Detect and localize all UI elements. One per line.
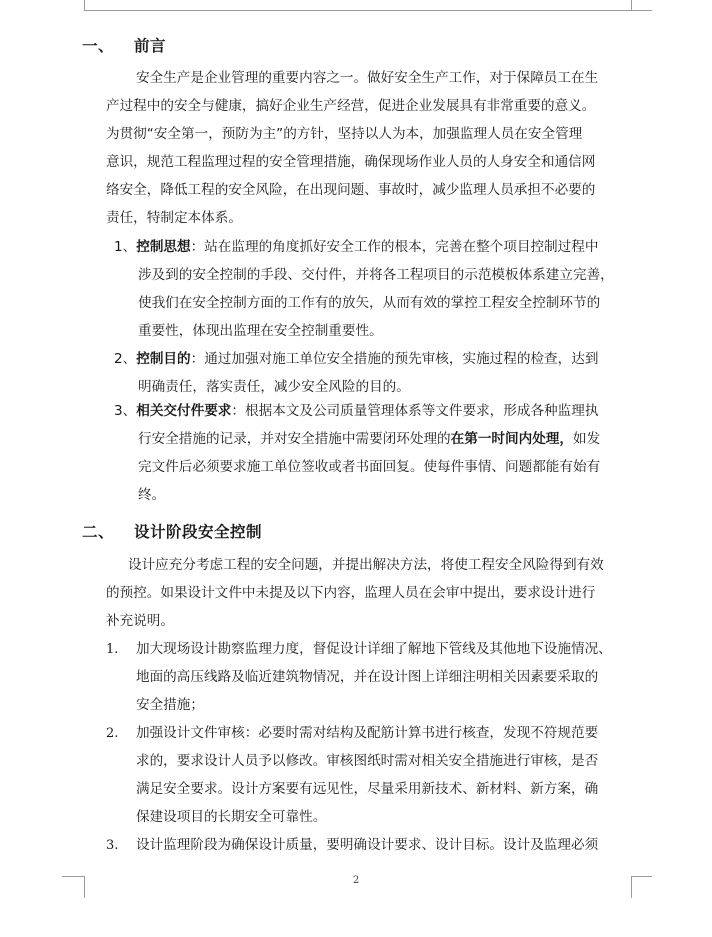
section-1-title: 前言 xyxy=(134,37,167,55)
corner-mark-top-left xyxy=(84,0,85,10)
list-item-line xyxy=(114,397,634,425)
numbered-item-line: 保建设项目的长期安全可靠性。 xyxy=(136,809,327,825)
section-2-title: 设计阶段安全控制 xyxy=(134,523,263,541)
numbered-item-line xyxy=(106,719,634,747)
numbered-item-1 xyxy=(106,635,634,719)
list-item-line: 明确责任，落实责任，减少安全风险的目的。 xyxy=(138,379,410,395)
list-item-text: 如发 xyxy=(573,431,601,447)
numbered-item-3 xyxy=(106,831,634,859)
numbered-item-line: 安全措施； xyxy=(136,697,204,713)
section-1-heading xyxy=(82,34,166,56)
list-item-number: 2、 xyxy=(114,351,137,367)
list-item-control-purpose xyxy=(114,345,634,401)
list-item-number: 3、 xyxy=(114,403,137,419)
list-item-label: 相关交付件要求 xyxy=(136,403,232,419)
numbered-item-text: 加大现场设计勘察监理力度，督促设计详细了解地下管线及其他地下设施情况、 xyxy=(136,641,612,657)
paragraph-line: 设计应充分考虑工程的安全问题，并提出解决方法，将使工程安全风险得到有效 xyxy=(128,557,604,573)
section-2-paragraph xyxy=(106,551,631,635)
numbered-item-number: 3. xyxy=(106,838,119,853)
list-item-line: 完文件后必须要求施工单位签收或者书面回复。使每件事情、问题都能有始有 xyxy=(138,459,601,475)
section-2-heading xyxy=(82,520,262,542)
list-item-line: 使我们在安全控制方面的工作有的放矢，从而有效的掌控工程安全控制环节的 xyxy=(138,295,601,311)
list-item-text: ：通过加强对施工单位安全措施的预先审核，实施过程的检查，达到 xyxy=(190,351,599,367)
paragraph-line: 责任，特制定本体系。 xyxy=(106,210,242,226)
numbered-item-line: 满足安全要求。设计方案要有远见性，尽量采用新技术、新材料、新方案，确 xyxy=(136,781,599,797)
list-item-line: 终。 xyxy=(138,487,166,503)
list-item-line xyxy=(114,233,634,261)
paragraph-line: 为贯彻“安全第一，预防为主”的方针，坚持以人为本，加强监理人员在安全管理 xyxy=(106,126,583,142)
paragraph-line: 产过程中的安全与健康，搞好企业生产经营，促进企业发展具有非常重要的意义。 xyxy=(106,98,596,114)
corner-mark-top-right-h xyxy=(632,10,652,11)
list-item-bold-text: 在第一时间内处理， xyxy=(450,431,573,447)
list-item-control-idea xyxy=(114,233,634,345)
top-rule xyxy=(84,10,632,11)
list-item-text: 行安全措施的记录，并对安全措施中需要闭环处理的 xyxy=(138,431,451,447)
numbered-item-text: 设计监理阶段为确保设计质量，要明确设计要求、设计目标。设计及监理必须 xyxy=(136,837,599,853)
page-number: 2 xyxy=(352,875,360,886)
corner-mark-top-right xyxy=(631,0,632,10)
paragraph-line: 的预控。如果设计文件中未提及以下内容，监理人员在会审中提出，要求设计进行 xyxy=(106,585,596,601)
numbered-item-number: 1. xyxy=(106,642,119,657)
numbered-item-2 xyxy=(106,719,634,831)
section-1-paragraph xyxy=(106,64,631,232)
numbered-item-line: 求的，要求设计人员予以修改。审核图纸时需对相关安全措施进行审核，是否 xyxy=(136,753,599,769)
section-2-number: 二、 xyxy=(82,523,115,541)
numbered-item-text: 加强设计文件审核：必要时需对结构及配筋计算书进行核查，发现不符规范要 xyxy=(136,725,599,741)
paragraph-line: 安全生产是企业管理的重要内容之一。做好安全生产工作，对于保障员工在生 xyxy=(136,70,599,86)
list-item-deliverables xyxy=(114,397,634,509)
numbered-item-line: 地面的高压线路及临近建筑物情况，并在设计图上详细注明相关因素要采取的 xyxy=(136,669,599,685)
list-item-line: 涉及到的安全控制的手段、交付件，并将各工程项目的示范模板体系建立完善， xyxy=(138,267,614,283)
list-item-label: 控制思想 xyxy=(136,239,191,255)
list-item-line: 重要性，体现出监理在安全控制重要性。 xyxy=(138,323,383,339)
section-1-number: 一、 xyxy=(82,37,115,55)
paragraph-line: 络安全，降低工程的安全风险，在出现问题、事故时，减少监理人员承担不必要的 xyxy=(106,182,596,198)
paragraph-line: 意识，规范工程监理过程的安全管理措施，确保现场作业人员的人身安全和通信网 xyxy=(106,154,596,170)
numbered-item-line xyxy=(106,831,634,859)
list-item-number: 1、 xyxy=(114,239,137,255)
list-item-line xyxy=(114,345,634,373)
numbered-item-number: 2. xyxy=(106,726,119,741)
paragraph-line: 补充说明。 xyxy=(106,613,174,629)
numbered-item-line xyxy=(106,635,634,663)
list-item-line xyxy=(114,425,634,453)
list-item-text: ：站在监理的角度抓好安全工作的根本，完善在整个项目控制过程中 xyxy=(190,239,599,255)
list-item-label: 控制目的 xyxy=(136,351,191,367)
list-item-text: ：根据本文及公司质量管理体系等文件要求，形成各种监理执 xyxy=(231,403,599,419)
